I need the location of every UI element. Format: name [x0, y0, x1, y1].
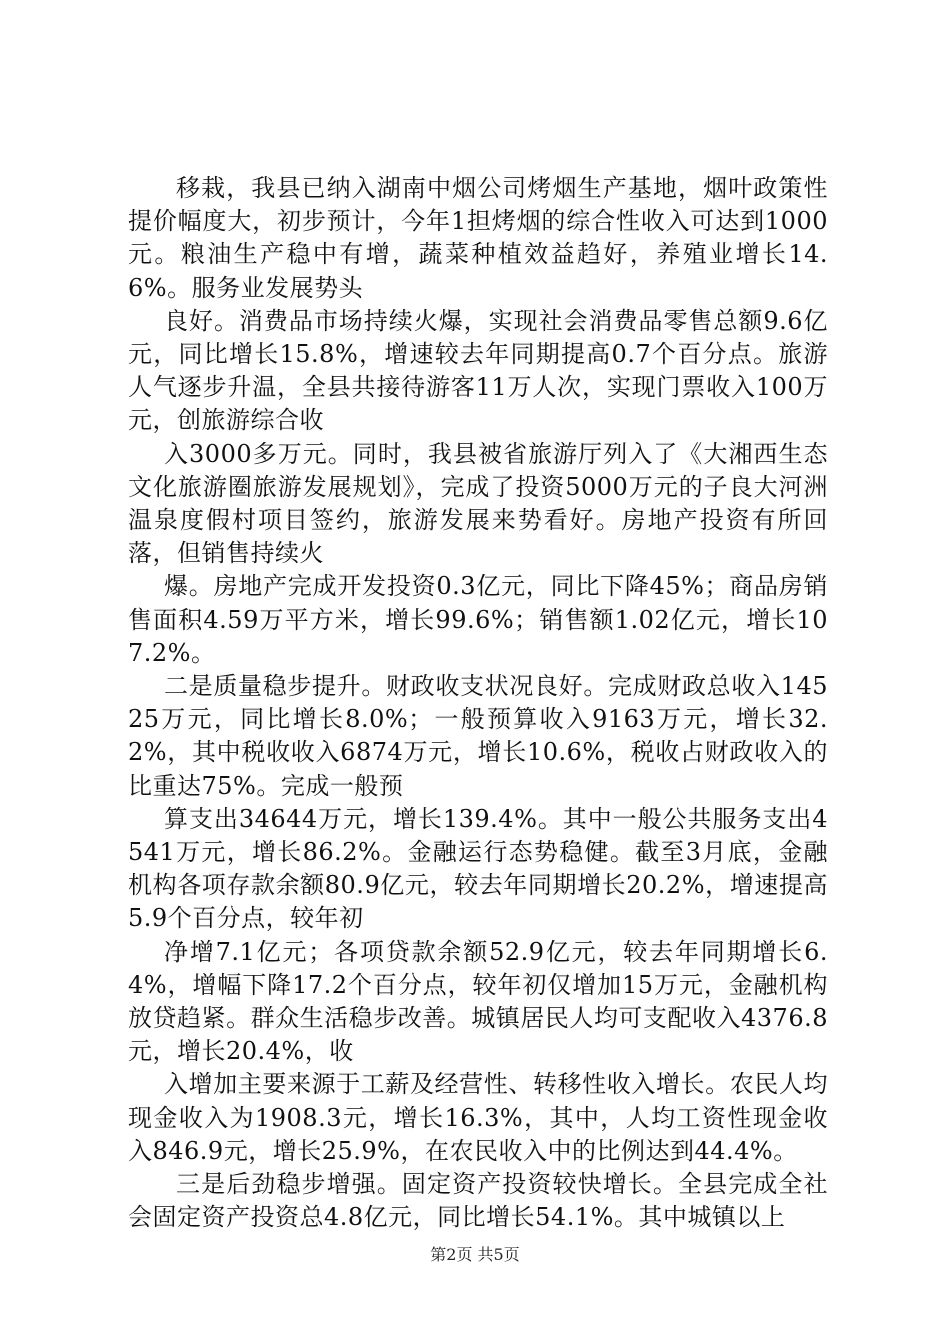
page-footer [0, 1242, 950, 1265]
paragraph-5: 二是质量稳步提升。财政收支状况良好。完成财政总收入14525万元，同比增长8.0%；一般预算收入9163万元，增长32.2%，其中税收收入6874万元，增长10.6%，税收占财政收入的比重达75%。完成一般预 [128, 672, 828, 800]
paragraph-8: 入增加主要来源于工薪及经营性、转移性收入增长。农民人均现金收入为1908.3元，增长16.3%，其中，人均工资性现金收入846.9元，增长25.9%，在农民收入中的比例达到44.4%。 [128, 1070, 828, 1165]
paragraph-7: 净增7.1亿元；各项贷款余额52.9亿元，较去年同期增长6.4%，增幅下降17.2个百分点，较年初仅增加15万元，金融机构放贷趋紧。群众生活稳步改善。城镇居民人均可支配收入4376.8元，增长20.4%，收 [128, 937, 828, 1066]
paragraph-1: 移栽，我县已纳入湖南中烟公司烤烟生产基地，烟叶政策性提价幅度大，初步预计，今年1担烤烟的综合性收入可达到1000元。粮油生产稳中有增，蔬菜种植效益趋好，养殖业增长14.6%。服务业发展势头 [128, 174, 828, 302]
page-number-label: 第2页 共5页 [430, 1245, 520, 1264]
paragraph-9: 三是后劲稳步增强。固定资产投资较快增长。全县完成全社会固定资产投资总4.8亿元，同比增长54.1%。其中城镇以上 [128, 1170, 828, 1232]
paragraph-6: 算支出34644万元，增长139.4%。其中一般公共服务支出4541万元，增长86.2%。金融运行态势稳健。截至3月底，金融机构各项存款余额80.9亿元，较去年同期增长20.2%，增速提高5.9个百分点，较年初 [128, 804, 828, 933]
paragraph-3: 入3000多万元。同时，我县被省旅游厅列入了《大湘西生态文化旅游圈旅游发展规划》，完成了投资5000万元的子良大河洲温泉度假村项目签约，旅游发展来势看好。房地产投资有所回落，但销售持续火 [128, 439, 828, 568]
document-body [128, 172, 828, 1235]
paragraph-4: 爆。房地产完成开发投资0.3亿元，同比下降45%；商品房销售面积4.59万平方米，增长99.6%；销售额1.02亿元，增长107.2%。 [128, 572, 828, 667]
paragraph-2: 良好。消费品市场持续火爆，实现社会消费品零售总额9.6亿元，同比增长15.8%，增速较去年同期提高0.7个百分点。旅游人气逐步升温，全县共接待游客11万人次，实现门票收入100万元，创旅游综合收 [128, 306, 828, 435]
